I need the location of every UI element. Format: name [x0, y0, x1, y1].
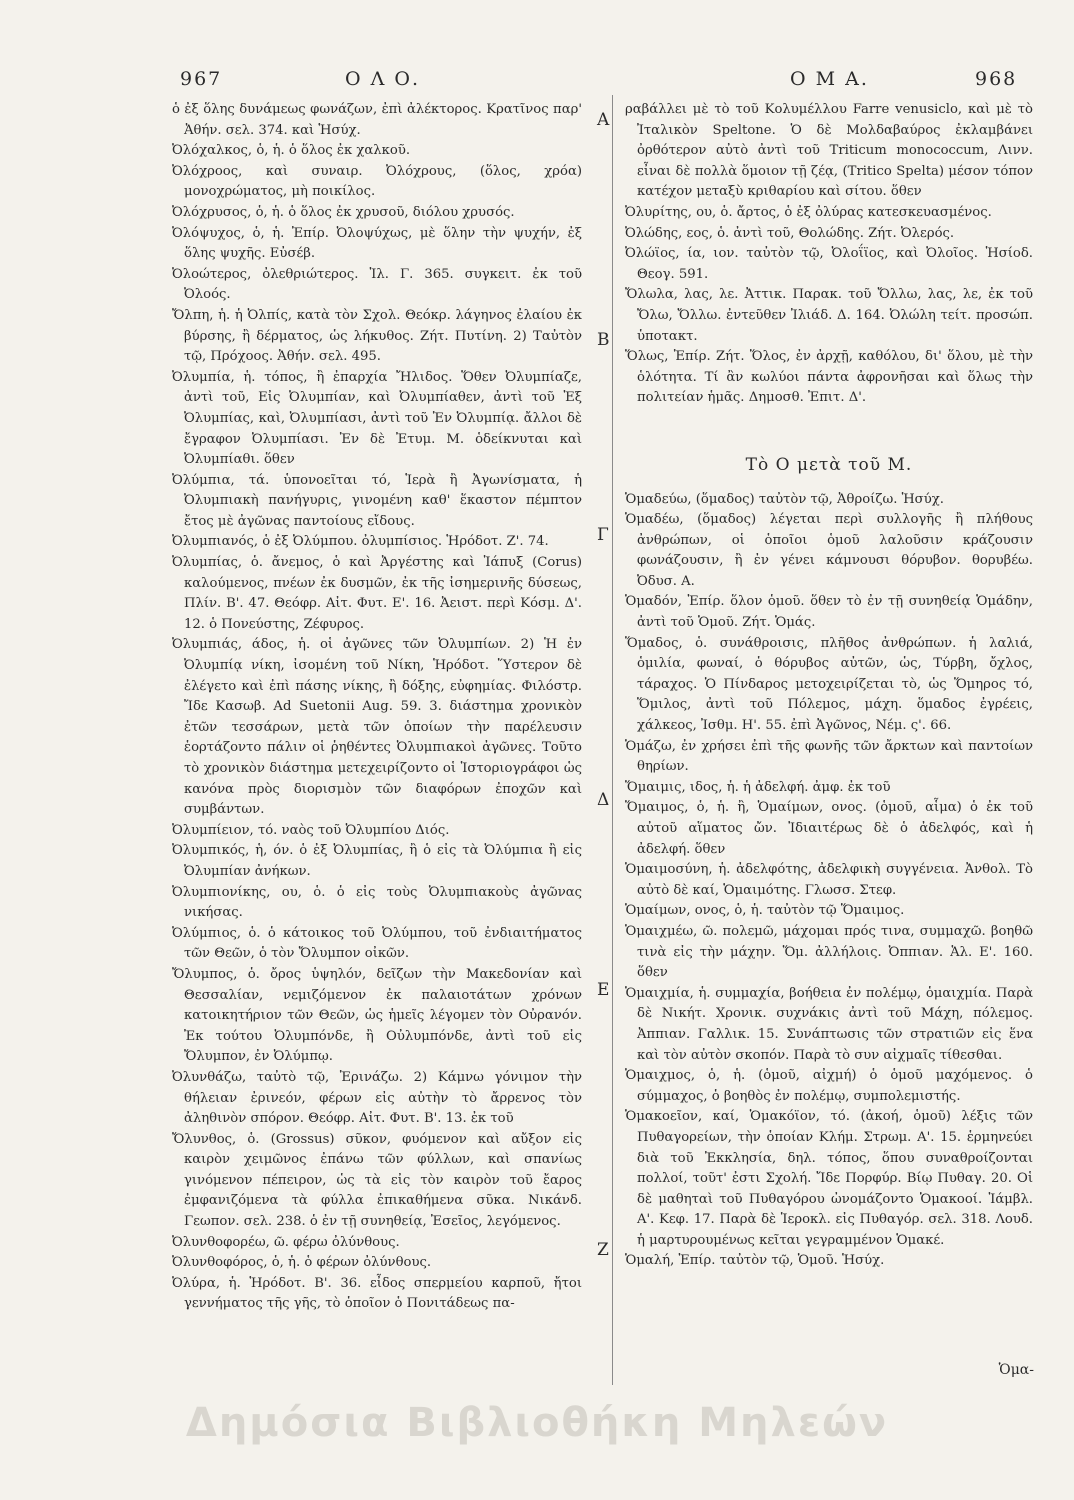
dictionary-entry: Ὁμάζω, ἐν χρήσει ἐπὶ τῆς φωνῆς τῶν ἄρκτων καὶ παντοίων θηρίων.	[625, 738, 1033, 775]
dictionary-entry: Ὅμαιμος, ὁ, ἡ. ἢ, Ὁμαίμων, ονος. (ὁμοῦ, αἷμα) ὁ ἐκ τοῦ αὐτοῦ αἵματος ὤν. Ἰδιαιτέρως δὲ ὁ ἀδελφός, καὶ ἡ ἀδελφή. ὅθεν	[625, 800, 1033, 857]
dictionary-entry: Ὁμαιχμος, ὁ, ἡ. (ὁμοῦ, αἰχμή) ὁ ὁμοῦ μαχόμενος. ὁ σύμμαχος, ὁ βοηθὸς ἐν πολέμῳ, συμπολεμιστής.	[625, 1068, 1033, 1104]
right-column-top	[625, 100, 1033, 409]
catchword: Ὁμα-	[998, 1362, 1034, 1378]
dictionary-entry: Ὀλοώτερος, ὀλεθριώτερος. Ἰλ. Γ. 365. συγκειτ. ἐκ τοῦ Ὀλοός.	[172, 266, 582, 303]
dictionary-entry: Ὄλυμπος, ὁ. ὄρος ὑψηλόν, δεῖζων τὴν Μακεδονίαν καὶ Θεσσαλίαν, νεμιζόμενον ἐκ παλαιοτάτων χρόνων κατοικητήριον τῶν Θεῶν, ὡς ἡμεῖς λέγομεν τὸν Οὐρανόν. Ἐκ τούτου Ὀλυμπόνδε, ἢ Οὐλυμπόνδε, ἀντὶ τοῦ εἰς Ὄλυμπον, ἐν Ὀλύμπῳ.	[172, 966, 582, 1065]
section-title: Τὸ Ο μετὰ τοῦ Μ.	[745, 454, 913, 475]
left-page-number: 967	[180, 68, 223, 90]
right-page-number: 968	[975, 68, 1018, 90]
dictionary-entry: Ὀλόχροος, καὶ συναιρ. Ὀλόχρους, (ὅλος, χρόα) μονοχρώματος, μὴ ποικίλος.	[172, 163, 582, 200]
dictionary-entry: ὁ ἐξ ὅλης δυνάμεως φωνάζων, ἐπὶ ἀλέκτορος. Κρατῖνος παρ' Ἀθήν. σελ. 374. καὶ Ἡσύχ.	[172, 102, 582, 138]
dictionary-entry: Ὀλυμπίας, ὁ. ἄνεμος, ὁ καὶ Ἀργέστης καὶ Ἰάπυξ (Corus) καλούμενος, πνέων ἐκ δυσμῶν, ἐκ τῆς ἰσημερινῆς δύσεως, Πλίν. Β'. 47. Θεόφρ. Αἰτ. Φυτ. Ε'. 16. Ἀειστ. περὶ Κόσμ. Δ'. 12. ὁ Πονεύστης, Ζέφυρος.	[172, 555, 582, 632]
dictionary-entry: Ὁμαδέω, (ὅμαδος) λέγεται περὶ συλλογῆς ἢ πλήθους ἀνθρώπων, οἱ ὁποῖοι ὁμοῦ λαλοῦσιν κράζουσιν φωνάζουσιν, ἢ ἐν γένει κάμνουσι θόρυβον. θορυβέω. Ὀδυσ. Α.	[625, 512, 1033, 589]
margin-letter: Δ	[597, 790, 610, 810]
dictionary-entry: Ὀλώδης, εος, ὁ. ἀντὶ τοῦ, Θολώδης. Ζήτ. Ὀλερός.	[625, 225, 955, 241]
dictionary-entry: Ὀλόψυχος, ὁ, ἡ. Ἐπίρ. Ὀλοψύχως, μὲ ὅλην τὴν ψυχήν, ἐξ ὅλης ψυχῆς. Εὐσέβ.	[172, 225, 582, 262]
dictionary-entry: Ὄλυνθος, ὁ. (Grossus) σῦκον, φυόμενον καὶ αὔξον εἰς καιρὸν χειμῶνος ἐπάνω τῶν φύλλων, καὶ σπανίως γινόμενον πέπειρον, ὡς τὰ εἰς τὸν καιρὸν τοῦ ἔαρος ἐμφανιζόμενα τὰ φύλλα ἐπικαθήμενα σῦκα. Νικάνδ. Γεωπον. σελ. 238. ὁ ἐν τῇ συνηθείᾳ, Ἐσεῖος, λεγόμενος.	[172, 1131, 582, 1230]
left-running-head: Ο Λ Ο.	[345, 68, 420, 90]
dictionary-entry: Ὀλύμπιος, ὁ. ὁ κάτοικος τοῦ Ὀλύμπου, τοῦ ἐνδιαιτήματος τῶν Θεῶν, ὁ τὸν Ὄλυμπον οἰκῶν.	[172, 925, 582, 962]
dictionary-entry: Ὁμαιμοσύνη, ἡ. ἀδελφότης, ἀδελφικὴ συγγένεια. Ἀνθολ. Τὸ αὐτὸ δὲ καί, Ὁμαιμότης. Γλωσσ. Στεφ.	[625, 862, 1033, 898]
dictionary-entry: Ὀλυμπία, ἡ. τόπος, ἢ ἐπαρχία Ἤλιδος. Ὅθεν Ὀλυμπίαζε, ἀντὶ τοῦ, Εἰς Ὀλυμπίαν, καὶ Ὀλυμπίαθεν, ἀντὶ τοῦ Ἐξ Ὀλυμπίας, καὶ, Ὀλυμπίασι, ἀντὶ τοῦ Ἐν Ὀλυμπίᾳ. ἄλλοι δὲ ἔγραφον Ὀλυμπίασι. Ἐν δὲ Ἐτυμ. Μ. ὁδείκνυται καὶ Ὀλυμπίαθι. ὅθεν	[172, 369, 582, 468]
dictionary-entry: Ὀλυρίτης, ου, ὁ. ἄρτος, ὁ ἐξ ὀλύρας κατεσκευασμένος.	[625, 204, 992, 220]
dictionary-entry: Ὁμαίμων, ονος, ὁ, ἡ. ταὐτὸν τῷ Ὅμαιμος.	[625, 903, 905, 919]
dictionary-entry: Ὁμαδεύω, (ὅμαδος) ταὐτὸν τῷ, Ἀθροίζω. Ἡσύχ.	[625, 491, 944, 507]
left-column	[172, 100, 582, 1400]
margin-letter: Β	[597, 330, 610, 350]
dictionary-entry: Ὁμαλή, Ἐπίρ. ταὐτὸν τῷ, Ὁμοῦ. Ἡσύχ.	[625, 1253, 885, 1269]
dictionary-entry: Ὅλως, Ἐπίρ. Ζήτ. Ὅλος, ἐν ἀρχῇ, καθόλου, δι' ὅλου, μὲ τὴν ὁλότητα. Τί ἂν κωλύοι πάντα ἀφρονῆσαι καὶ ὅλως τὴν πολιτείαν ἡμᾶς. Δημοσθ. Ἐπιτ. Δ'.	[625, 349, 1033, 406]
dictionary-entry: Ὄλωλα, λας, λε. Ἀττικ. Παρακ. τοῦ Ὄλλω, λας, λε, ἐκ τοῦ Ὄλω, Ὄλλω. ἐντεῦθεν Ἰλιάδ. Δ. 164. Ὀλώλη τείτ. προσώπ. ὑποτακτ.	[625, 287, 1033, 344]
margin-letters	[597, 100, 617, 1400]
dictionary-entry: Ὀλώϊος, ία, ιον. ταὐτὸν τῷ, Ὀλοΐϊος, καὶ Ὀλοῖος. Ἡσίοδ. Θεογ. 591.	[625, 246, 1033, 282]
dictionary-entry: ραβάλλει μὲ τὸ τοῦ Κολυμέλλου Farre venusiclo, καὶ μὲ τὸ Ἰταλικὸν Speltone. Ὁ δὲ Μολδαβαύρος ἐκλαμβάνει ὀρθότερον αὐτὸ ἀντὶ τοῦ Triticum monococcum, Λινν. εἶναι δὲ πολλὰ ὅμοιον τῇ ζέᾳ, (Tritico Spelta) μέσον τόπον κατέχον μεταξὺ κριθαρίου καὶ σίτου. ὅθεν	[625, 102, 1033, 200]
dictionary-entry: Ὀλυνθάζω, ταὐτὸ τῷ, Ἐρινάζω. 2) Κάμνω γόνιμον τὴν θήλειαν ἐρινεόν, φέρων εἰς αὐτὴν τὸ ἄρρενος τὸν ἀληθινὸν σπόρον. Θεόφρ. Αἰτ. Φυτ. Β'. 13. ἐκ τοῦ	[172, 1069, 582, 1127]
dictionary-entry: Ὀλυμπιάς, άδος, ἡ. οἱ ἀγῶνες τῶν Ὀλυμπίων. 2) Ἡ ἐν Ὀλυμπίᾳ νίκη, ἰσομένη τοῦ Νίκη, Ἡρόδοτ. Ὕστερον δὲ ἐλέγετο καὶ ἐπὶ πάσης νίκης, ἢ δόξης, εὐφημίας. Φιλόστρ. Ἴδε Κασωβ. Ad Suetonii Aug. 59. 3. διάστημα χρονικὸν ἐτῶν τεσσάρων, μετὰ τῶν ὁποίων τὴν παρέλευσιν ἑορτάζοντο πάλιν οἱ ῥηθέντες Ὀλυμπιακοὶ ἀγῶνες. Τοῦτο τὸ χρονικὸν διάστημα μετεχειρίζοντο οἱ Ἱστοριογράφοι ὡς κανόνα πρὸς διορισμὸν τῶν διαφόρων ἐποχῶν καὶ συμβάντων.	[172, 637, 582, 818]
dictionary-entry: Ὀλόχαλκος, ὁ, ἡ. ὁ ὅλος ἐκ χαλκοῦ.	[172, 143, 411, 159]
dictionary-entry: Ὄλπη, ἡ. ἡ Ὀλπίς, κατὰ τὸν Σχολ. Θεόκρ. λάγηνος ἐλαίου ἐκ βύρσης, ἢ δέρματος, ὡς λήκυθος. Ζήτ. Πυτίνη. 2) Ταὐτὸν τῷ, Πρόχοος. Ἀθήν. σελ. 495.	[172, 307, 582, 365]
dictionary-entry: Ὅμαδος, ὁ. συνάθροισις, πλῆθος ἀνθρώπων. ἡ λαλιά, ὁμιλία, φωναί, ὁ θόρυβος αὐτῶν, ὡς, Τύρβη, ὄχλος, τάραχος. Ὁ Πίνδαρος μετοχειρίζεται τὸ, ὡς Ὅμηρος τό, Ὅμιλος, ἀντὶ τοῦ Πόλεμος, μάχη. ὅμαδος ἐγρέεις, χάλκεος, Ἰσθμ. Η'. 55. ἐπὶ Ἀγῶνος, Νέμ. ς'. 66.	[625, 635, 1033, 734]
dictionary-entry: Ὀλυμπικός, ἡ, όν. ὁ ἐξ Ὀλυμπίας, ἢ ὁ εἰς τὰ Ὀλύμπια ἢ εἰς Ὀλυμπίαν ἀνήκων.	[172, 843, 582, 879]
right-column-bottom	[625, 490, 1033, 1273]
dictionary-entry: Ὀλυνθοφόρος, ὁ, ἡ. ὁ φέρων ὀλύνθους.	[172, 1255, 432, 1271]
dictionary-entry: Ὁμαδόν, Ἐπίρ. ὅλον ὁμοῦ. ὅθεν τὸ ἐν τῇ συνηθείᾳ Ὁμάδην, ἀντὶ τοῦ Ὁμοῦ. Ζήτ. Ὁμάς.	[625, 594, 1033, 631]
right-running-head: Ο Μ Α.	[790, 68, 869, 90]
dictionary-entry: Ὁμαιχμία, ἡ. συμμαχία, βοήθεια ἐν πολέμῳ, ὁμαιχμία. Παρὰ δὲ Νικήτ. Χρονικ. συχνάκις ἀντὶ τοῦ Μάχη, πόλεμος. Ἀππιαν. Γαλλικ. 15. Συνάπτωσις τῶν στρατιῶν εἰς ἕνα καὶ τὸν αὐτὸν σκοπόν. Παρὰ τὸ συν αἰχμαῖς τίθεσθαι.	[625, 985, 1033, 1063]
dictionary-entry: Ὀλύρα, ἡ. Ἡρόδοτ. Β'. 36. εἶδος σπερμείου καρποῦ, ἤτοι γεννήματος τῆς γῆς, τὸ ὁποῖον ὁ Πονιτάδεως πα-	[172, 1275, 582, 1312]
dictionary-entry: Ὀλύμπια, τά. ὑπονοεῖται τό, Ἱερὰ ἢ Ἀγωνίσματα, ἡ Ὀλυμπιακὴ πανήγυρις, γινομένη καθ' ἕκαστον πέμπτον ἔτος μὲ ἀγῶνας παντοίους εἴδους.	[172, 472, 582, 529]
dictionary-entry: Ὀλυμπιανός, ὁ ἐξ Ὀλύμπου. ὀλυμπίσιος. Ἡρόδοτ. Ζ'. 74.	[172, 534, 549, 550]
margin-letter: Α	[597, 110, 610, 130]
dictionary-entry: Ὁμακοεῖον, καί, Ὁμακόϊον, τό. (ἀκοή, ὁμοῦ) λέξις τῶν Πυθαγορείων, τὴν ὁποίαν Κλήμ. Στρωμ. Α'. 15. ἑρμηνεύει διὰ τοῦ Ἐκκλησία, δηλ. τόπος, ὅπου συναθροίζονται πολλοί, τοῦτ' ἐστι Σχολή. Ἴδε Πορφύρ. Βίῳ Πυθαγ. 20. Οἱ δὲ μαθηταὶ τοῦ Πυθαγόρου ὠνομάζοντο Ὁμακοοί. Ἰάμβλ. Α'. Κεφ. 17. Παρὰ δὲ Ἱεροκλ. εἰς Πυθαγόρ. σελ. 318. Λουδ. ἡ μαρτυρουμένως κεῖται γεγραμμένον Ὁμακέ.	[625, 1109, 1033, 1248]
dictionary-entry: Ὀλυνθοφορέω, ῶ. φέρω ὀλύνθους.	[172, 1234, 400, 1250]
margin-letter: Γ	[597, 525, 609, 545]
dictionary-entry: Ὁμαιχμέω, ῶ. πολεμῶ, μάχομαι πρός τινα, συμμαχῶ. βοηθῶ τινὰ εἰς τὴν μάχην. Ὅμ. ἀλλήλοις. Ὀππιαν. Ἁλ. Ε'. 160. ὅθεν	[625, 923, 1033, 981]
dictionary-entry: Ὀλόχρυσος, ὁ, ἡ. ὁ ὅλος ἐκ χρυσοῦ, διόλου χρυσός.	[172, 204, 515, 220]
dictionary-entry: Ὀλυμπίειον, τό. ναὸς τοῦ Ὀλυμπίου Διός.	[172, 822, 450, 838]
library-watermark: Δημόσια Βιβλιοθήκη Μηλεών	[185, 1400, 889, 1446]
right-column	[625, 100, 1033, 1400]
margin-letter: Ε	[597, 980, 610, 1000]
dictionary-entry: Ὀλυμπιονίκης, ου, ὁ. ὁ εἰς τοὺς Ὀλυμπιακοὺς ἀγῶνας νικήσας.	[172, 884, 582, 921]
margin-letter: Ζ	[597, 1240, 609, 1260]
dictionary-entry: Ὅμαιμις, ιδος, ἡ. ἡ ἀδελφή. ἀμφ. ἐκ τοῦ	[625, 779, 891, 795]
